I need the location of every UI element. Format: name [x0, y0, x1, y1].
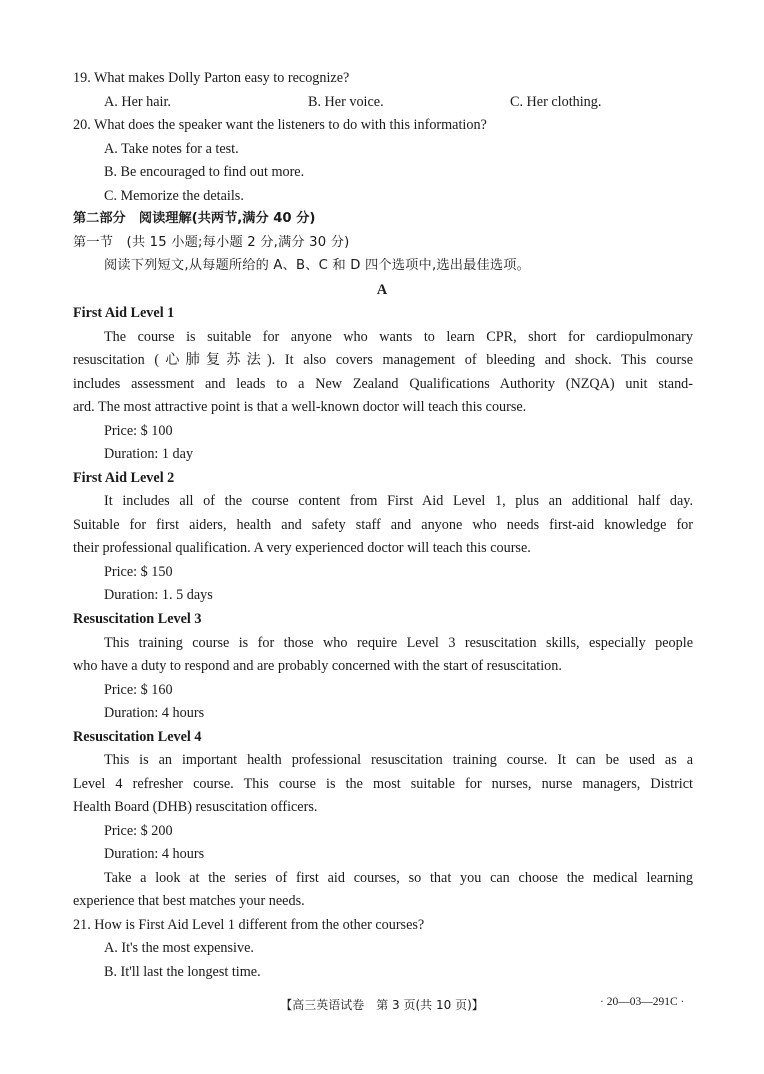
q19-option-b: B. Her voice. [308, 94, 384, 110]
course4-line2: Level 4 refresher course. This course is the most suitable for nurses, nurse managers, District [73, 776, 693, 792]
course1-line1: The course is suitable for anyone who wants to learn CPR, short for cardiopulmonary [104, 329, 693, 345]
course1-title: First Aid Level 1 [73, 305, 175, 321]
course1-price: Price: $ 100 [104, 423, 173, 439]
closing-line2: experience that best matches your needs. [73, 893, 305, 909]
course4-duration: Duration: 4 hours [104, 846, 205, 862]
part2-heading: 第二部分 阅读理解(共两节,满分 40 分) [73, 211, 316, 226]
q19-option-c: C. Her clothing. [510, 94, 602, 110]
course3-line1: This training course is for those who require Level 3 resuscitation skills, especially people [104, 635, 693, 651]
course2-title: First Aid Level 2 [73, 470, 175, 486]
q21-option-a: A. It's the most expensive. [104, 940, 254, 956]
section1-heading: 第一节 (共 15 小题;每小题 2 分,满分 30 分) [73, 235, 350, 250]
course1-line2: resuscitation (心肺复苏法). It also covers management of bleeding and shock. This course [73, 352, 693, 368]
q20-option-c: C. Memorize the details. [104, 188, 244, 204]
course1-line4: ard. The most attractive point is that a well-known doctor will teach this course. [73, 399, 527, 415]
q20-option-a: A. Take notes for a test. [104, 141, 239, 157]
course4-title: Resuscitation Level 4 [73, 729, 202, 745]
q20-option-b: B. Be encouraged to find out more. [104, 164, 305, 180]
passage-letter: A [376, 282, 388, 298]
course3-title: Resuscitation Level 3 [73, 611, 202, 627]
course1-line3: includes assessment and leads to a New Zealand Qualifications Authority (NZQA) unit stand- [73, 376, 693, 392]
course1-duration: Duration: 1 day [104, 446, 194, 462]
question-20: 20. What does the speaker want the listeners to do with this information? [73, 117, 487, 133]
q21-option-b: B. It'll last the longest time. [104, 964, 261, 980]
course2-line1: It includes all of the course content from First Aid Level 1, plus an additional half day. [104, 493, 693, 509]
closing-line1: Take a look at the series of first aid courses, so that you can choose the medical learning [104, 870, 693, 886]
q19-option-a: A. Her hair. [104, 94, 171, 110]
question-21: 21. How is First Aid Level 1 different from the other courses? [73, 917, 425, 933]
course2-price: Price: $ 150 [104, 564, 173, 580]
course4-price: Price: $ 200 [104, 823, 173, 839]
course3-line2: who have a duty to respond and are probably concerned with the start of resuscitation. [73, 658, 562, 674]
course4-line3: Health Board (DHB) resuscitation officers. [73, 799, 318, 815]
course4-line1: This is an important health professional resuscitation training course. It can be used as a [104, 752, 693, 768]
course2-line2: Suitable for first aiders, health and safety staff and anyone who needs first-aid knowledge for [73, 517, 693, 533]
question-19: 19. What makes Dolly Parton easy to recognize? [73, 70, 350, 86]
page-footer: 【高三英语试卷 第 3 页(共 10 页)】 [280, 998, 484, 1012]
reading-instruction: 阅读下列短文,从每题所给的 A、B、C 和 D 四个选项中,选出最佳选项。 [104, 258, 531, 273]
course2-line3: their professional qualification. A very experienced doctor will teach this course. [73, 540, 531, 556]
course3-price: Price: $ 160 [104, 682, 173, 698]
course3-duration: Duration: 4 hours [104, 705, 205, 721]
exam-code: · 20—03—291C · [600, 996, 685, 1008]
course2-duration: Duration: 1. 5 days [104, 587, 213, 603]
